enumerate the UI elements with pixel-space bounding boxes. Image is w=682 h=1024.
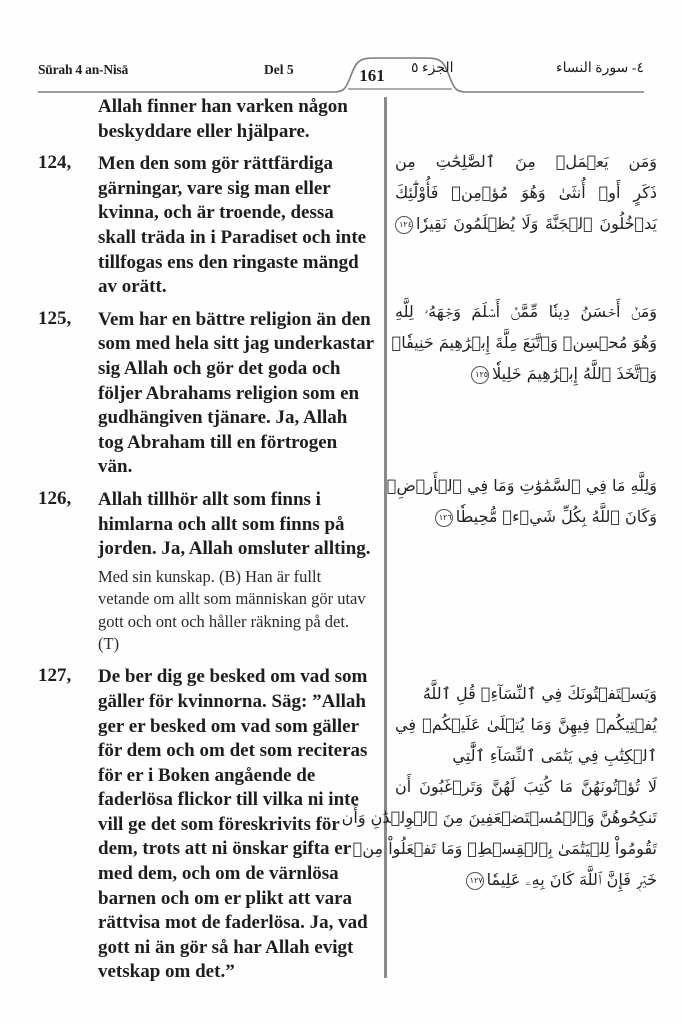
verse-number: 124, [38,152,72,174]
arabic-line: ٱلۡكِتَٰبِ فِي يَتَٰمَى ٱلنِّسَآءِ ٱلَّٰتِي [452,746,657,765]
verse-commentary: Med sin kunskap. (B) Han är fullt vetande om allt som människan gör utav gott och ont och håller räkning på det. (T) [98,566,366,653]
verse-text: Vem har en bättre religion än den som med hela sitt jag underkastar sig Allah och gör det goda och följer Abrahams religion som en gudhängiven tjänare. Ja, Allah tog Abraham till en förtrogen vän. [98,308,374,478]
arabic-text [386,470,657,532]
verse-126 [38,488,374,562]
surah-name-arabic: ٤- سورة النساء [556,61,644,76]
arabic-line [395,358,657,389]
juz-label-arabic: الجزء ٥ [411,61,454,76]
verse-number: 125, [38,307,72,329]
arabic-line [395,208,657,239]
arabic-line-text: يَدۡخُلُونَ ٱلۡجَنَّةَ وَلَا يُظۡلَمُونَ نَقِيرٗا [416,214,657,233]
verse-text: Allah tillhör allt som finns i himlarna och allt som finns på jorden. Ja, Allah omsluter allting. [98,488,371,560]
verse-end-marker-icon: ١٢٥ [471,366,489,384]
arabic-line: وَيَسۡتَفۡتُونَكَ فِي ٱلنِّسَآءِۖ قُلِ ٱللَّهُ [422,684,657,703]
verse-number: 127, [38,665,72,687]
arabic-line: وَمَنۡ أَحۡسَنُ دِينٗا مِّمَّنۡ أَسۡلَمَ وَجۡهَهُۥ لِلَّهِ [395,302,657,321]
verse-number: 126, [38,487,72,509]
arabic-verse-124 [395,146,657,239]
arabic-verse-127 [341,678,657,895]
verse-127 [38,665,374,985]
page-header [38,52,644,94]
arabic-line: ذَكَرٍ أَوۡ أُنثَىٰ وَهُوَ مُؤۡمِنٞ فَأُوْلَٰٓئِكَ [395,183,657,202]
verse-end-marker-icon: ١٢٦ [435,509,453,527]
arabic-line-text: خَيۡرٖ فَإِنَّ ٱللَّهَ كَانَ بِهِۦ عَلِيمٗا [486,870,657,889]
arabic-line: تَنكِحُوهُنَّ وَٱلۡمُسۡتَضۡعَفِينَ مِنَ ٱلۡوِلۡدَٰنِ وَأَن [341,808,657,827]
verse-text: Allah finner han varken någon beskyddare eller hjälpare. [98,96,348,142]
verse-125 [38,308,374,480]
arabic-line-text: وَكَانَ ٱللَّهُ بِكُلِّ شَيۡءٖ مُّحِيطٗا [455,507,657,526]
surah-name-latin: Sūrah 4 an-Nisā [38,62,129,77]
verse-end-marker-icon: ١٢٧ [466,872,484,890]
part-label: Del 5 [264,62,294,77]
arabic-line: تَقُومُواْ لِلۡيَتَٰمَىٰ بِٱلۡقِسۡطِۚ وَمَا تَفۡعَلُواْ مِنۡ [352,839,657,858]
arabic-text [341,678,657,895]
verse-124 [38,152,374,300]
arabic-line: وَمَن يَعۡمَلۡ مِنَ ٱلصَّٰلِحَٰتِ مِن [395,152,657,171]
arabic-line [395,864,657,895]
verse-continuation [38,95,374,144]
verse-text: De ber dig ge besked om vad som gäller för kvinnorna. Säg: ”Allah ger er besked om vad som gäller för dem och om det som reciteras för er i Boken angående de faderlösa flickor till vilka ni inte vill ge det som föreskrivits för dem, trots att ni önskar gifta er med dem, och om de värnlösa barnen och om er plikt att vara rättvisa mot de faderlösa. Ja, vad gott ni än gör så har Allah evigt vetskap om det.” [98,666,368,983]
page-number: 161 [359,66,385,85]
arabic-verse-126 [386,470,657,532]
verse-end-marker-icon: ١٢٤ [395,216,413,234]
arabic-line: يُفۡتِيكُمۡ فِيهِنَّ وَمَا يُتۡلَىٰ عَلَيۡكُمۡ فِي [395,715,657,734]
verse-text: Men den som gör rättfärdiga gärningar, vare sig man eller kvinna, och är troende, dessa skall träda in i Paradiset och inte tillfogas ens den ringaste mängd av orätt. [98,153,367,298]
arabic-line: وَهُوَ مُحۡسِنٞ وَٱتَّبَعَ مِلَّةَ إِبۡرَٰهِيمَ حَنِيفٗاۗ [391,333,657,352]
translation-column [38,95,374,993]
arabic-line: لَا تُؤۡتُونَهُنَّ مَا كُتِبَ لَهُنَّ وَتَرۡغَبُونَ أَن [395,777,657,796]
arabic-text [395,146,657,239]
arabic-text [391,296,657,389]
arabic-line [395,501,657,532]
arabic-verse-125 [391,296,657,389]
arabic-line: وَلِلَّهِ مَا فِي ٱلسَّمَٰوَٰتِ وَمَا فِي ٱلۡأَرۡضِۚ [386,476,657,495]
arabic-line-text: وَٱتَّخَذَ ٱللَّهُ إِبۡرَٰهِيمَ خَلِيلٗا [492,364,657,383]
